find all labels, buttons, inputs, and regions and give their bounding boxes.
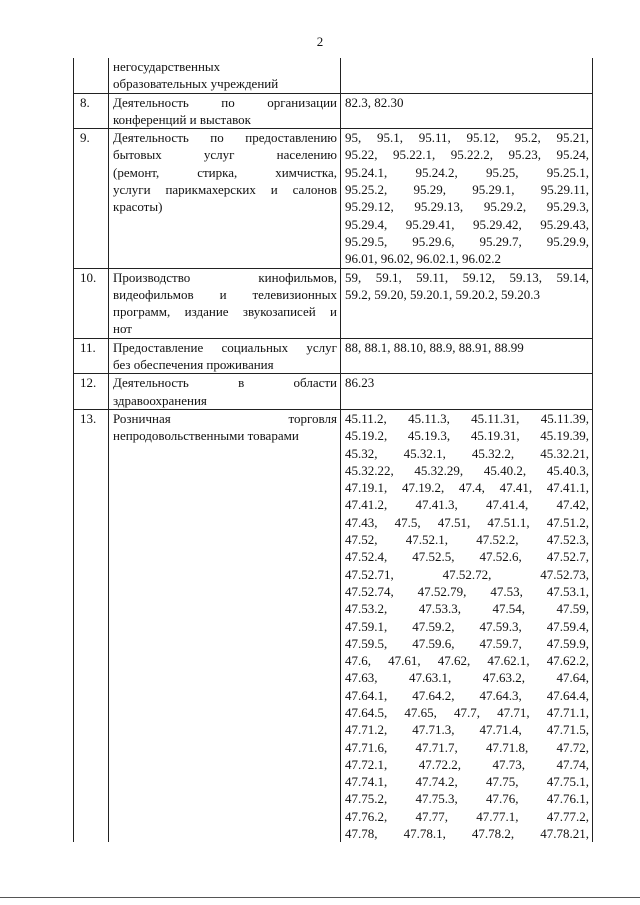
activity-cell	[109, 338, 341, 374]
activity-line: Розничная торговля	[113, 410, 337, 426]
row-number-cell: 12.	[74, 374, 109, 410]
activity-line: Производство кинофильмов,	[113, 269, 337, 285]
activity-line: конференций и выставок	[113, 111, 251, 127]
activity-cell	[109, 268, 341, 338]
activity-line: нот	[113, 321, 132, 337]
activity-line: Деятельность в области	[113, 375, 337, 391]
code-line: 47.52.71, 47.52.72, 47.52.73,	[345, 566, 589, 582]
activity-cell	[109, 129, 341, 268]
table-row	[74, 338, 593, 374]
table-row	[74, 268, 593, 338]
code-line: 95.29.12, 95.29.13, 95.29.2, 95.29.3,	[345, 199, 589, 215]
row-number-cell: 8.	[74, 93, 109, 129]
code-line: 47.71.6, 47.71.7, 47.71.8, 47.72,	[345, 739, 589, 755]
code-line: 47.76.2, 47.77, 47.77.1, 47.77.2,	[345, 808, 589, 824]
activity-line: негосударственных	[113, 59, 221, 74]
code-line: 59, 59.1, 59.11, 59.12, 59.13, 59.14,	[345, 269, 589, 285]
code-line: 47.43, 47.5, 47.51, 47.51.1, 47.51.2,	[345, 514, 589, 530]
codes-cell	[341, 338, 593, 374]
code-line: 47.52, 47.52.1, 47.52.2, 47.52.3,	[345, 532, 589, 548]
code-line: 59.2, 59.20, 59.20.1, 59.20.2, 59.20.3	[345, 286, 540, 302]
activity-line: без обеспечения проживания	[113, 357, 274, 373]
code-line: 45.11.2, 45.11.3, 45.11.31, 45.11.39,	[345, 410, 589, 426]
codes-cell	[341, 409, 593, 842]
activity-line: программ, издание звукозаписей и	[113, 304, 337, 320]
activity-line: красоты)	[113, 199, 163, 215]
code-line: 96.01, 96.02, 96.02.1, 96.02.2	[345, 251, 501, 267]
codes-cell	[341, 93, 593, 129]
code-line: 95.22, 95.22.1, 95.22.2, 95.23, 95.24,	[345, 147, 589, 163]
activity-line: (ремонт, стирка, химчистка,	[113, 164, 337, 180]
code-line: 82.3, 82.30	[345, 94, 404, 110]
codes-cell	[341, 268, 593, 338]
code-line: 88, 88.1, 88.10, 88.9, 88.91, 88.99	[345, 339, 524, 355]
code-line: 47.78, 47.78.1, 47.78.2, 47.78.21,	[345, 826, 589, 842]
code-line: 47.52.74, 47.52.79, 47.53, 47.53.1,	[345, 583, 589, 599]
page-bottom-rule	[0, 897, 640, 898]
row-number-cell: 10.	[74, 268, 109, 338]
activity-line: непродовольственными товарами	[113, 428, 299, 444]
activity-cell	[109, 93, 341, 129]
table-row	[74, 129, 593, 268]
activity-line: видеофильмов и телевизионных	[113, 286, 337, 302]
table-row	[74, 93, 593, 129]
code-line: 47.52.4, 47.52.5, 47.52.6, 47.52.7,	[345, 549, 589, 565]
code-line: 47.6, 47.61, 47.62, 47.62.1, 47.62.2,	[345, 653, 589, 669]
code-line: 45.32, 45.32.1, 45.32.2, 45.32.21,	[345, 445, 589, 461]
activity-line: здравоохранения	[113, 392, 207, 408]
row-number-cell	[74, 58, 109, 93]
code-line: 47.75.2, 47.75.3, 47.76, 47.76.1,	[345, 791, 589, 807]
code-line: 47.59.5, 47.59.6, 47.59.7, 47.59.9,	[345, 635, 589, 651]
table-row	[74, 409, 593, 842]
activity-line: Предоставление социальных услуг	[113, 339, 337, 355]
code-line: 47.53.2, 47.53.3, 47.54, 47.59,	[345, 601, 589, 617]
activity-cell	[109, 58, 341, 93]
page-number: 2	[316, 34, 324, 49]
code-line: 45.32.22, 45.32.29, 45.40.2, 45.40.3,	[345, 462, 589, 478]
activity-line: образовательных учреждений	[113, 76, 279, 92]
table-row	[74, 374, 593, 410]
code-line: 47.64.1, 47.64.2, 47.64.3, 47.64.4,	[345, 687, 589, 703]
activity-cell	[109, 374, 341, 410]
code-line: 95.29.5, 95.29.6, 95.29.7, 95.29.9,	[345, 233, 589, 249]
table-body	[74, 58, 593, 842]
code-line: 47.63, 47.63.1, 47.63.2, 47.64,	[345, 670, 589, 686]
activity-line: Деятельность по предоставлению	[113, 130, 337, 146]
code-line: 47.41.2, 47.41.3, 47.41.4, 47.42,	[345, 497, 589, 513]
codes-cell	[341, 374, 593, 410]
activity-codes-table	[73, 58, 593, 842]
code-line: 47.59.1, 47.59.2, 47.59.3, 47.59.4,	[345, 618, 589, 634]
code-line: 86.23	[345, 375, 375, 391]
activity-line: услуги парикмахерских и салонов	[113, 182, 337, 198]
code-line: 47.74.1, 47.74.2, 47.75, 47.75.1,	[345, 774, 589, 790]
row-number-cell: 9.	[74, 129, 109, 268]
code-line: 45.19.2, 45.19.3, 45.19.31, 45.19.39,	[345, 428, 589, 444]
codes-cell	[341, 58, 593, 93]
code-line: 95.25.2, 95.29, 95.29.1, 95.29.11,	[345, 182, 589, 198]
row-number-cell: 11.	[74, 338, 109, 374]
activity-line: бытовых услуг населению	[113, 147, 337, 163]
code-line: 47.64.5, 47.65, 47.7, 47.71, 47.71.1,	[345, 704, 589, 720]
code-line: 95.24.1, 95.24.2, 95.25, 95.25.1,	[345, 164, 589, 180]
row-number-cell: 13.	[74, 409, 109, 842]
code-line: 47.71.2, 47.71.3, 47.71.4, 47.71.5,	[345, 722, 589, 738]
code-line: 47.72.1, 47.72.2, 47.73, 47.74,	[345, 756, 589, 772]
codes-cell	[341, 129, 593, 268]
table-row-continuation	[74, 58, 593, 93]
code-line: 47.19.1, 47.19.2, 47.4, 47.41, 47.41.1,	[345, 480, 589, 496]
code-line: 95, 95.1, 95.11, 95.12, 95.2, 95.21,	[345, 130, 589, 146]
activity-cell	[109, 409, 341, 842]
code-line: 95.29.4, 95.29.41, 95.29.42, 95.29.43,	[345, 216, 589, 232]
activity-line: Деятельность по организации	[113, 94, 337, 110]
